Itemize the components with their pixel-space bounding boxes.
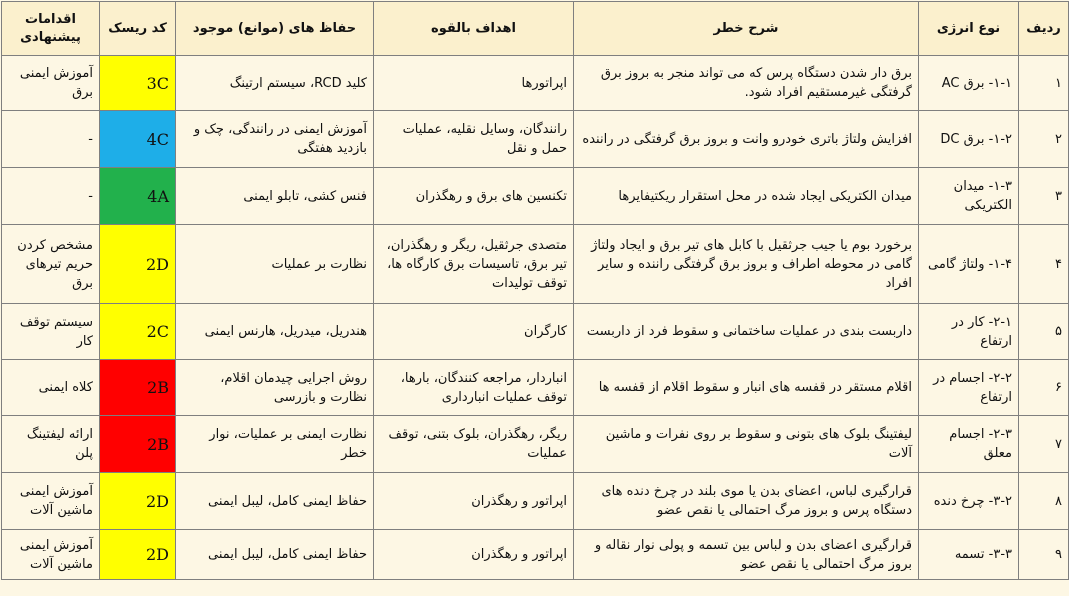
cell-row-no: ۵ — [1019, 304, 1069, 360]
table-body — [2, 56, 1069, 580]
cell-safeguards: هندریل، میدریل، هارنس ایمنی — [176, 304, 374, 360]
cell-targets: ریگر، رهگذران، بلوک بتنی، توقف عملیات — [374, 416, 574, 473]
table-row — [2, 111, 1069, 168]
header-energy-type: نوع انرژی — [919, 2, 1019, 56]
risk-assessment-table — [1, 1, 1069, 580]
cell-actions: آموزش ایمنی برق — [2, 56, 100, 111]
cell-energy-type: ۱-۱- برق AC — [919, 56, 1019, 111]
cell-hazard-desc: افزایش ولتاژ باتری خودرو وانت و بروز برق گرفتگی در راننده — [574, 111, 919, 168]
cell-risk-code: 2D — [100, 473, 176, 530]
header-row — [2, 2, 1069, 56]
cell-safeguards: آموزش ایمنی در رانندگی، چک و بازدید هفتگی — [176, 111, 374, 168]
cell-actions: کلاه ایمنی — [2, 360, 100, 416]
cell-risk-code: 2B — [100, 416, 176, 473]
cell-risk-code: 2B — [100, 360, 176, 416]
table-row — [2, 168, 1069, 225]
cell-risk-code: 2C — [100, 304, 176, 360]
cell-safeguards: روش اجرایی چیدمان اقلام، نظارت و بازرسی — [176, 360, 374, 416]
cell-row-no: ۶ — [1019, 360, 1069, 416]
table-row — [2, 56, 1069, 111]
cell-energy-type: ۲-۳- اجسام معلق — [919, 416, 1019, 473]
cell-hazard-desc: قرارگیری اعضای بدن و لباس بین تسمه و پولی نوار نقاله و بروز مرگ احتمالی یا نقص عضو — [574, 530, 919, 580]
table-row — [2, 416, 1069, 473]
cell-targets: اپراتورها — [374, 56, 574, 111]
cell-targets: تکنسین های برق و رهگذران — [374, 168, 574, 225]
cell-row-no: ۱ — [1019, 56, 1069, 111]
cell-row-no: ۳ — [1019, 168, 1069, 225]
cell-actions: سیستم توقف کار — [2, 304, 100, 360]
cell-energy-type: ۳-۳- تسمه — [919, 530, 1019, 580]
cell-actions: - — [2, 168, 100, 225]
header-hazard-desc: شرح خطر — [574, 2, 919, 56]
cell-hazard-desc: لیفتینگ بلوک های بتونی و سقوط بر روی نفرات و ماشین آلات — [574, 416, 919, 473]
cell-safeguards: کلید RCD، سیستم ارتینگ — [176, 56, 374, 111]
cell-energy-type: ۱-۴- ولتاژ گامی — [919, 225, 1019, 304]
header-targets: اهداف بالقوه — [374, 2, 574, 56]
cell-actions: آموزش ایمنی ماشین آلات — [2, 530, 100, 580]
cell-row-no: ۲ — [1019, 111, 1069, 168]
cell-risk-code: 4C — [100, 111, 176, 168]
cell-hazard-desc: اقلام مستقر در قفسه های انبار و سقوط اقلام از قفسه ها — [574, 360, 919, 416]
cell-safeguards: نظارت بر عملیات — [176, 225, 374, 304]
cell-risk-code: 4A — [100, 168, 176, 225]
cell-safeguards: حفاظ ایمنی کامل، لیبل ایمنی — [176, 530, 374, 580]
cell-targets: متصدی جرثقیل، ریگر و رهگذران، تیر برق، تاسیسات برق کارگاه ها، توقف تولیدات — [374, 225, 574, 304]
table-row — [2, 473, 1069, 530]
cell-targets: رانندگان، وسایل نقلیه، عملیات حمل و نقل — [374, 111, 574, 168]
cell-hazard-desc: داربست بندی در عملیات ساختمانی و سقوط فرد از داربست — [574, 304, 919, 360]
cell-targets: اپراتور و رهگذران — [374, 530, 574, 580]
cell-hazard-desc: برخورد بوم یا جیب جرثقیل با کابل های تیر برق و ایجاد ولتاژ گامی در محوطه اطراف و بروز برق گرفتگی راننده و سایر افراد — [574, 225, 919, 304]
cell-hazard-desc: برق دار شدن دستگاه پرس که می تواند منجر به بروز برق گرفتگی غیرمستقیم افراد شود. — [574, 56, 919, 111]
cell-row-no: ۸ — [1019, 473, 1069, 530]
cell-energy-type: ۲-۲- اجسام در ارتفاع — [919, 360, 1019, 416]
header-safeguards: حفاظ های (موانع) موجود — [176, 2, 374, 56]
table-row — [2, 360, 1069, 416]
cell-energy-type: ۲-۱- کار در ارتفاع — [919, 304, 1019, 360]
header-actions: اقدامات پیشنهادی — [2, 2, 100, 56]
cell-row-no: ۷ — [1019, 416, 1069, 473]
header-row-no: ردیف — [1019, 2, 1069, 56]
cell-energy-type: ۳-۲- چرخ دنده — [919, 473, 1019, 530]
cell-actions: ارائه لیفتینگ پلن — [2, 416, 100, 473]
cell-actions: مشخص کردن حریم تیرهای برق — [2, 225, 100, 304]
table-header — [2, 2, 1069, 56]
cell-actions: آموزش ایمنی ماشین آلات — [2, 473, 100, 530]
cell-row-no: ۴ — [1019, 225, 1069, 304]
cell-actions: - — [2, 111, 100, 168]
table-row — [2, 304, 1069, 360]
table-row — [2, 530, 1069, 580]
cell-risk-code: 2D — [100, 530, 176, 580]
cell-hazard-desc: قرارگیری لباس، اعضای بدن یا موی بلند در چرخ دنده های دستگاه پرس و بروز مرگ احتمالی یا نقص عضو — [574, 473, 919, 530]
table-row — [2, 225, 1069, 304]
cell-hazard-desc: میدان الکتریکی ایجاد شده در محل استقرار ریکتیفایرها — [574, 168, 919, 225]
cell-energy-type: ۱-۲- برق DC — [919, 111, 1019, 168]
cell-targets: کارگران — [374, 304, 574, 360]
cell-targets: انباردار، مراجعه کنندگان، بارها، توقف عملیات انبارداری — [374, 360, 574, 416]
cell-risk-code: 3C — [100, 56, 176, 111]
cell-energy-type: ۱-۳- میدان الکتریکی — [919, 168, 1019, 225]
cell-safeguards: حفاظ ایمنی کامل، لیبل ایمنی — [176, 473, 374, 530]
cell-risk-code: 2D — [100, 225, 176, 304]
header-risk-code: کد ریسک — [100, 2, 176, 56]
cell-row-no: ۹ — [1019, 530, 1069, 580]
cell-safeguards: نظارت ایمنی بر عملیات، نوار خطر — [176, 416, 374, 473]
cell-targets: اپراتور و رهگذران — [374, 473, 574, 530]
cell-safeguards: فنس کشی، تابلو ایمنی — [176, 168, 374, 225]
